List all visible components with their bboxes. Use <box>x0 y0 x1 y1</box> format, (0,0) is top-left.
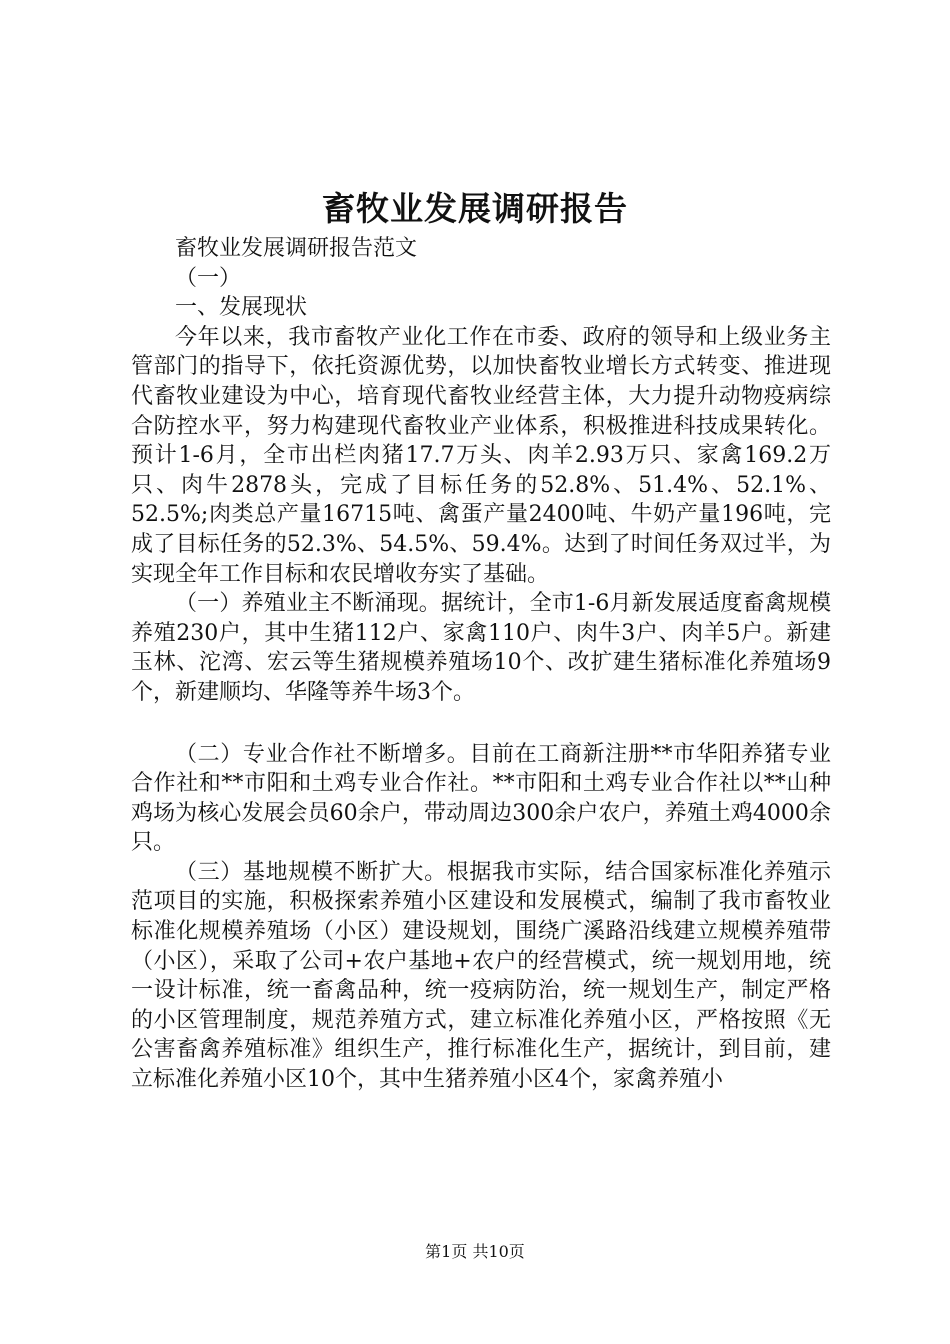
page-footer: 第1页 共10页 <box>425 1242 525 1261</box>
body-paragraph: （二）专业合作社不断增多。目前在工商新注册**市华阳养猪专业合作社和**市阳和土鸡专业合作社。**市阳和土鸡专业合作社以**山种鸡场为核心发展会员60余户，带动周边300余户农户，养殖土鸡4000余只。 <box>131 741 831 856</box>
body-paragraph: （三）基地规模不断扩大。根据我市实际，结合国家标准化养殖示范项目的实施，积极探索养殖小区建设和发展模式，编制了我市畜牧业标准化规模养殖场（小区）建设规划，围绕广溪路沿线建立规模养殖带（小区），采取了公司+农户基地+农户的经营模式，统一规划用地，统一设计标准，统一畜禽品种，统一疫病防治，统一规划生产，制定严格的小区管理制度，规范养殖方式，建立标准化养殖小区，严格按照《无公害畜禽养殖标准》组织生产，推行标准化生产，据统计，到目前，建立标准化养殖小区10个，其中生猪养殖小区4个，家禽养殖小 <box>131 859 831 1093</box>
document-title: 畜牧业发展调研报告 <box>322 189 628 228</box>
section-number-paragraph: （一） <box>175 265 242 291</box>
body-paragraph: 今年以来，我市畜牧产业化工作在市委、政府的领导和上级业务主管部门的指导下，依托资源优势，以加快畜牧业增长方式转变、推进现代畜牧业建设为中心，培育现代畜牧业经营主体，大力提升动物疫病综合防控水平，努力构建现代畜牧业产业体系，积极推进科技成果转化。预计1-6月，全市出栏肉猪17.7万头、肉羊2.93万只、家禽169.2万只、肉牛2878头，完成了目标任务的52.8%、51.4%、52.1%、52.5%;肉类总产量16715吨、禽蛋产量2400吨、牛奶产量196吨，完成了目标任务的52.3%、54.5%、59.4%。达到了时间任务双过半，为实现全年工作目标和农民增收夯实了基础。 <box>131 324 831 587</box>
subtitle-paragraph: 畜牧业发展调研报告范文 <box>175 236 418 261</box>
body-paragraph: （一）养殖业主不断涌现。据统计，全市1-6月新发展适度畜禽规模养殖230户，其中生猪112户、家禽110户、肉牛3户、肉羊5户。新建玉林、沱湾、宏云等生猪规模养殖场10个、改扩建生猪标准化养殖场9个，新建顺均、华隆等养牛场3个。 <box>131 591 831 705</box>
section-heading-paragraph: 一、发展现状 <box>175 295 308 321</box>
document-body <box>131 234 831 1095</box>
